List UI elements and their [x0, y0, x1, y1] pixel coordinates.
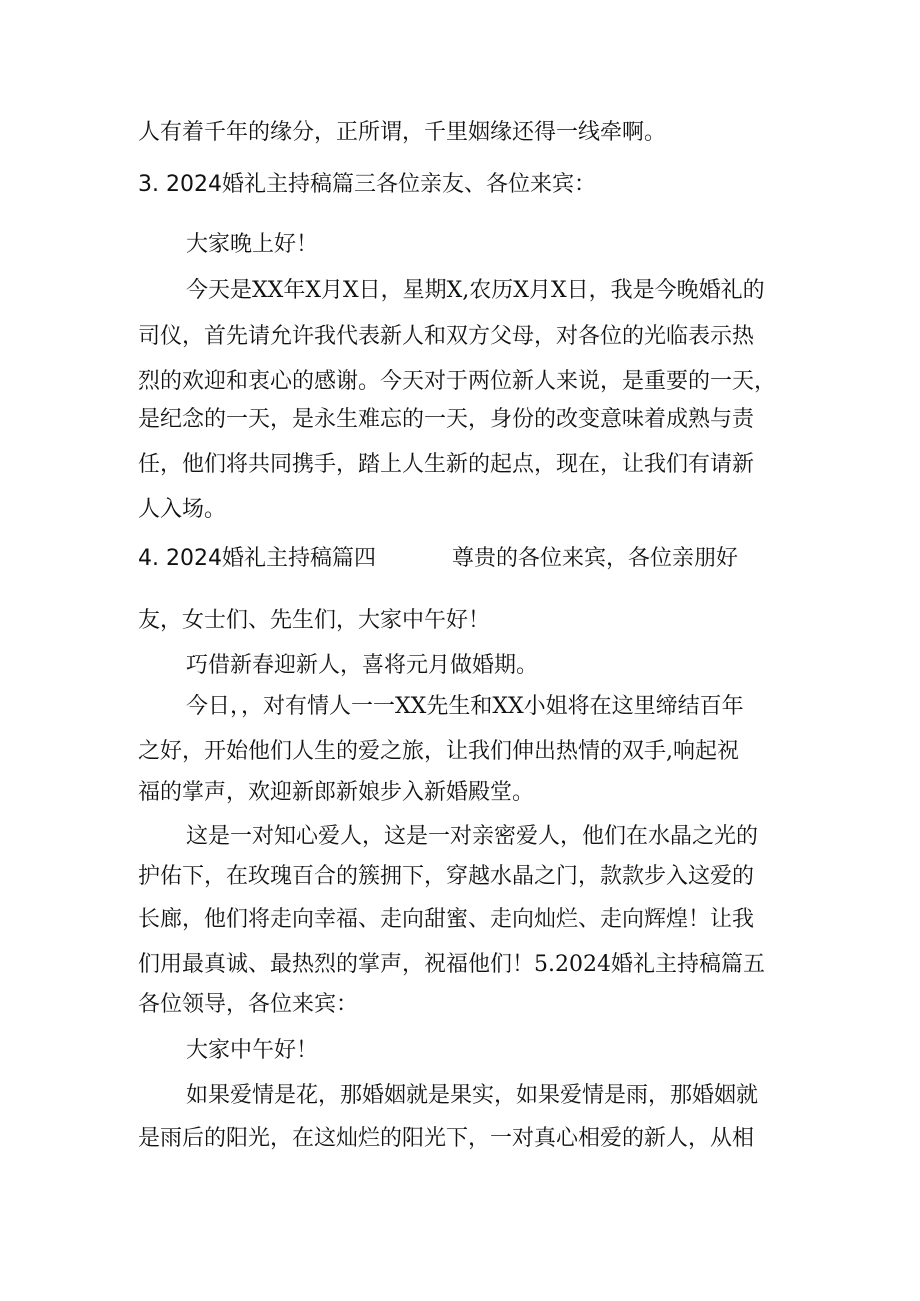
paragraph-line: 各位领导，各位来宾：: [138, 992, 359, 1017]
paragraph-line: 之好，开始他们人生的爱之旅，让我们伸出热情的双手,响起祝: [138, 739, 739, 764]
paragraph-line: 护佑下，在玫瑰百合的簇拥下，穿越水晶之门，款款步入这爱的: [138, 864, 755, 889]
paragraph-line: 福的掌声，欢迎新郎新娘步入新婚殿堂。: [138, 780, 535, 805]
paragraph-line: 这是一对知心爱人，这是一对亲密爱人，他们在水晶之光的: [186, 824, 759, 849]
paragraph-line: 人有着千年的缘分，正所谓，千里姻缘还得一线牵啊。: [138, 120, 667, 145]
paragraph-line: 是雨后的阳光，在这灿烂的阳光下，一对真心相爱的新人，从相: [138, 1126, 755, 1151]
paragraph-line: 人入场。: [138, 497, 227, 522]
paragraph-line: 长廊，他们将走向幸福、走向甜蜜、走向灿烂、走向辉煌！让我: [138, 907, 755, 932]
greeting-line: 大家中午好！: [186, 1038, 319, 1063]
greeting-line: 大家晚上好！: [186, 232, 319, 257]
heading-continuation: 尊贵的各位来宾，各位亲朋好: [452, 546, 739, 571]
paragraph-line: 司仪，首先请允许我代表新人和双方父母，对各位的光临表示热: [138, 324, 755, 349]
paragraph-line: 今天是XX年X月X日，星期X,农历X月X日，我是今晚婚礼的: [186, 278, 765, 303]
paragraph-line: 烈的欢迎和衷心的感谢。今天对于两位新人来说，是重要的一天，: [138, 369, 777, 394]
paragraph-line: 友，女士们、先生们，大家中午好！: [138, 608, 491, 633]
section-heading-4: 4. 2024婚礼主持稿篇四: [138, 546, 376, 571]
paragraph-line: 巧借新春迎新人，喜将元月做婚期。: [186, 653, 539, 678]
paragraph-line: 是纪念的一天，是永生难忘的一天，身份的改变意味着成熟与责: [138, 407, 755, 432]
paragraph-line: 任，他们将共同携手，踏上人生新的起点，现在，让我们有请新: [138, 452, 755, 477]
section-heading-3: 3. 2024婚礼主持稿篇三各位亲友、各位来宾：: [138, 172, 596, 197]
paragraph-line: 今日，，对有情人一一XX先生和XX小姐将在这里缔结百年: [186, 694, 744, 719]
paragraph-line: 们用最真诚、最热烈的掌声，祝福他们！5.2024婚礼主持稿篇五: [138, 952, 765, 977]
paragraph-line: 如果爱情是花，那婚姻就是果实，如果爱情是雨，那婚姻就: [186, 1083, 759, 1108]
